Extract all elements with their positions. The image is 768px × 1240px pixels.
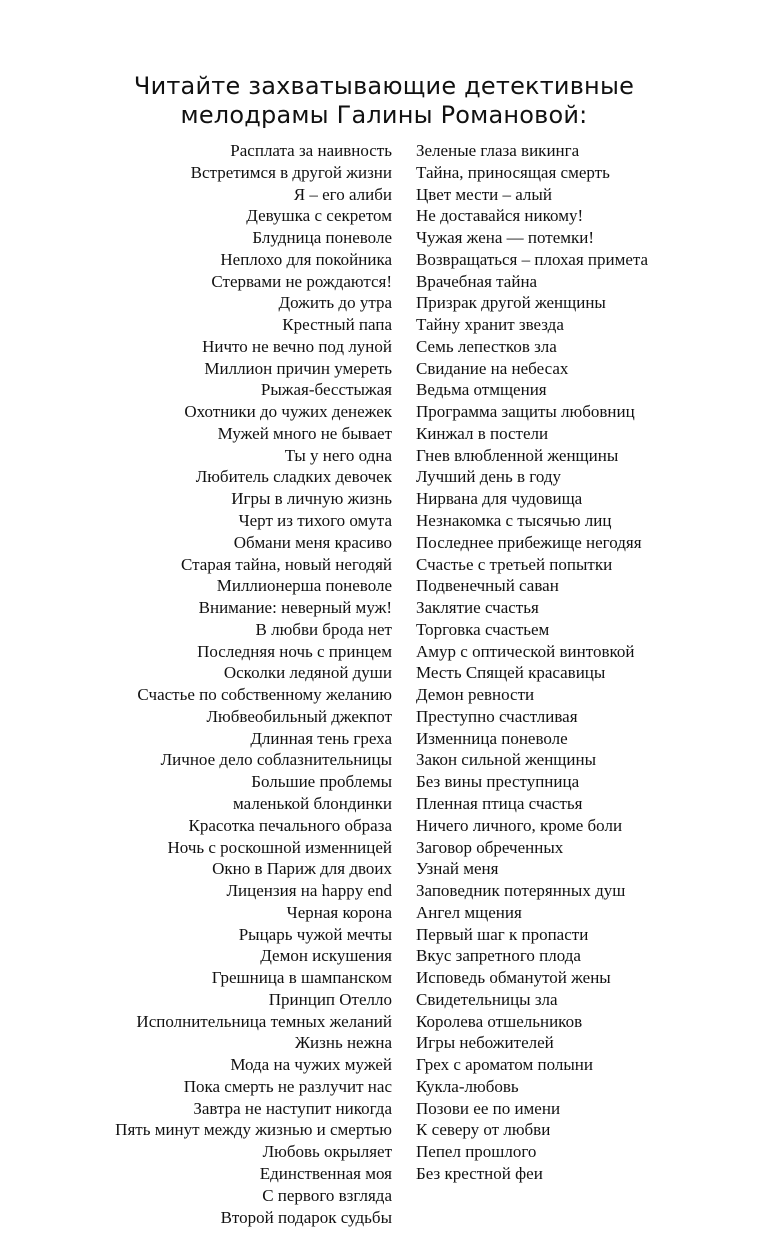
book-title: Без вины преступница (416, 772, 580, 792)
book-title: Пять минут между жизнью и смертью (115, 1120, 392, 1140)
book-title: К северу от любви (416, 1120, 551, 1140)
book-title: Подвенечный саван (416, 576, 559, 596)
book-title: Завтра не наступит никогда (193, 1098, 392, 1118)
heading-line-2: мелодрамы Галины Романовой: (180, 101, 588, 129)
book-title: Гнев влюбленной женщины (416, 445, 619, 465)
book-title: Большие проблемы (251, 772, 392, 792)
book-title: Последнее прибежище негодяя (416, 532, 642, 552)
book-title: Последняя ночь с принцем (197, 641, 392, 661)
book-title: Кукла-любовь (416, 1076, 519, 1096)
book-title: Заклятие счастья (416, 598, 539, 618)
book-title: Зеленые глаза викинга (416, 141, 580, 160)
book-title: Длинная тень греха (250, 728, 392, 748)
book-title: Цвет мести – алый (416, 184, 552, 204)
book-title: Любвеобильный джекпот (206, 706, 392, 726)
book-title: Программа защиты любовниц (416, 402, 635, 422)
book-title: Возвращаться – плохая примета (416, 249, 649, 269)
book-title: Старая тайна, новый негодяй (181, 554, 392, 574)
book-title: Позови ее по имени (416, 1098, 561, 1118)
book-title: Ночь с роскошной изменницей (167, 837, 392, 857)
book-title: Демон искушения (260, 946, 392, 966)
book-title: Любовь окрыляет (262, 1142, 392, 1162)
book-title: Неплохо для покойника (220, 249, 392, 269)
book-title: Лучший день в году (416, 467, 561, 487)
book-title: Семь лепестков зла (416, 336, 557, 356)
book-title: Охотники до чужих денежек (184, 402, 392, 422)
heading-line-1: Читайте захватывающие детективные (133, 72, 635, 100)
book-title: Счастье по собственному желанию (137, 685, 392, 705)
book-title: Девушка с секретом (246, 206, 392, 226)
book-title: Преступно счастливая (416, 706, 578, 726)
book-title: Осколки ледяной души (223, 663, 392, 683)
book-title: Любитель сладких девочек (195, 467, 392, 487)
book-title: Закон сильной женщины (416, 750, 597, 770)
book-title: Нирвана для чудовища (416, 489, 583, 509)
book-title: В любви брода нет (255, 619, 392, 639)
book-title: Рыцарь чужой мечты (238, 924, 392, 944)
left-title-column (115, 140, 392, 1228)
book-title: Ты у него одна (284, 445, 392, 465)
book-title: Обмани меня красиво (233, 532, 392, 552)
book-title: Лицензия на happy end (226, 881, 392, 901)
right-title-column (416, 140, 648, 1185)
book-title: Призрак другой женщины (416, 293, 606, 313)
book-title: Амур с оптической винтовкой (416, 641, 635, 661)
book-title: Стервами не рождаются! (211, 271, 392, 291)
book-title: Дожить до утра (278, 293, 392, 313)
book-title: Жизнь нежна (294, 1033, 392, 1053)
book-title: Я – его алиби (293, 184, 392, 204)
book-title: Встретимся в другой жизни (190, 162, 392, 182)
book-title: Демон ревности (416, 685, 535, 705)
book-title: Исповедь обманутой жены (416, 968, 611, 988)
book-title: Расплата за наивность (230, 141, 392, 160)
book-title: С первого взгляда (262, 1185, 392, 1205)
page-heading (0, 72, 768, 130)
book-title: Ведьма отмщения (416, 380, 547, 400)
book-title: Единственная моя (259, 1163, 392, 1183)
book-title: Исполнительница темных желаний (136, 1011, 392, 1031)
book-title: Не доставайся никому! (416, 206, 584, 226)
book-title: Ничто не вечно под луной (202, 336, 392, 356)
book-title: Крестный папа (282, 315, 392, 335)
book-title: Грех с ароматом полыни (416, 1055, 593, 1075)
book-title: Игры небожителей (416, 1033, 554, 1053)
book-title: Месть Спящей красавицы (416, 663, 606, 683)
book-title: Черная корона (286, 902, 392, 922)
book-title: Блудница поневоле (252, 228, 392, 248)
book-title: Врачебная тайна (416, 271, 538, 291)
book-title: Черт из тихого омута (238, 511, 392, 531)
book-title: маленькой блондинки (233, 793, 392, 813)
book-title: Личное дело соблазнительницы (160, 750, 392, 770)
book-title: Окно в Париж для двоих (212, 859, 392, 879)
book-title: Пока смерть не разлучит нас (183, 1076, 392, 1096)
book-title: Пепел прошлого (416, 1142, 537, 1162)
book-title: Ангел мщения (416, 902, 522, 922)
book-title: Второй подарок судьбы (220, 1207, 392, 1227)
book-title: Принцип Отелло (268, 989, 392, 1009)
book-title: Торговка счастьем (416, 619, 550, 639)
book-title: Изменница поневоле (416, 728, 568, 748)
book-title: Ничего личного, кроме боли (416, 815, 623, 835)
book-title: Тайна, приносящая смерть (416, 162, 610, 182)
book-title: Первый шаг к пропасти (416, 924, 589, 944)
book-title: Заповедник потерянных душ (416, 881, 626, 901)
book-title: Свидетельницы зла (416, 989, 558, 1009)
book-title: Незнакомка с тысячью лиц (416, 511, 612, 531)
book-title: Грешница в шампанском (211, 968, 392, 988)
book-title: Красотка печального образа (188, 815, 392, 835)
book-title: Узнай меня (416, 859, 499, 879)
book-title: Без крестной феи (416, 1163, 543, 1183)
book-title: Мода на чужих мужей (230, 1055, 392, 1075)
book-title: Счастье с третьей попытки (416, 554, 613, 574)
book-title: Чужая жена — потемки! (416, 228, 595, 248)
book-title: Тайну хранит звезда (416, 315, 564, 335)
book-title: Миллион причин умереть (204, 358, 392, 378)
book-title: Королева отшельников (416, 1011, 583, 1031)
book-title: Кинжал в постели (416, 423, 549, 443)
book-title: Мужей много не бывает (217, 423, 392, 443)
book-title: Внимание: неверный муж! (198, 598, 392, 618)
book-title: Игры в личную жизнь (231, 489, 392, 509)
book-title: Миллионерша поневоле (216, 576, 392, 596)
book-title: Пленная птица счастья (416, 793, 583, 813)
book-title: Рыжая-бесстыжая (260, 380, 392, 400)
book-title: Вкус запретного плода (416, 946, 581, 966)
book-title: Свидание на небесах (416, 358, 569, 378)
book-title: Заговор обреченных (416, 837, 564, 857)
